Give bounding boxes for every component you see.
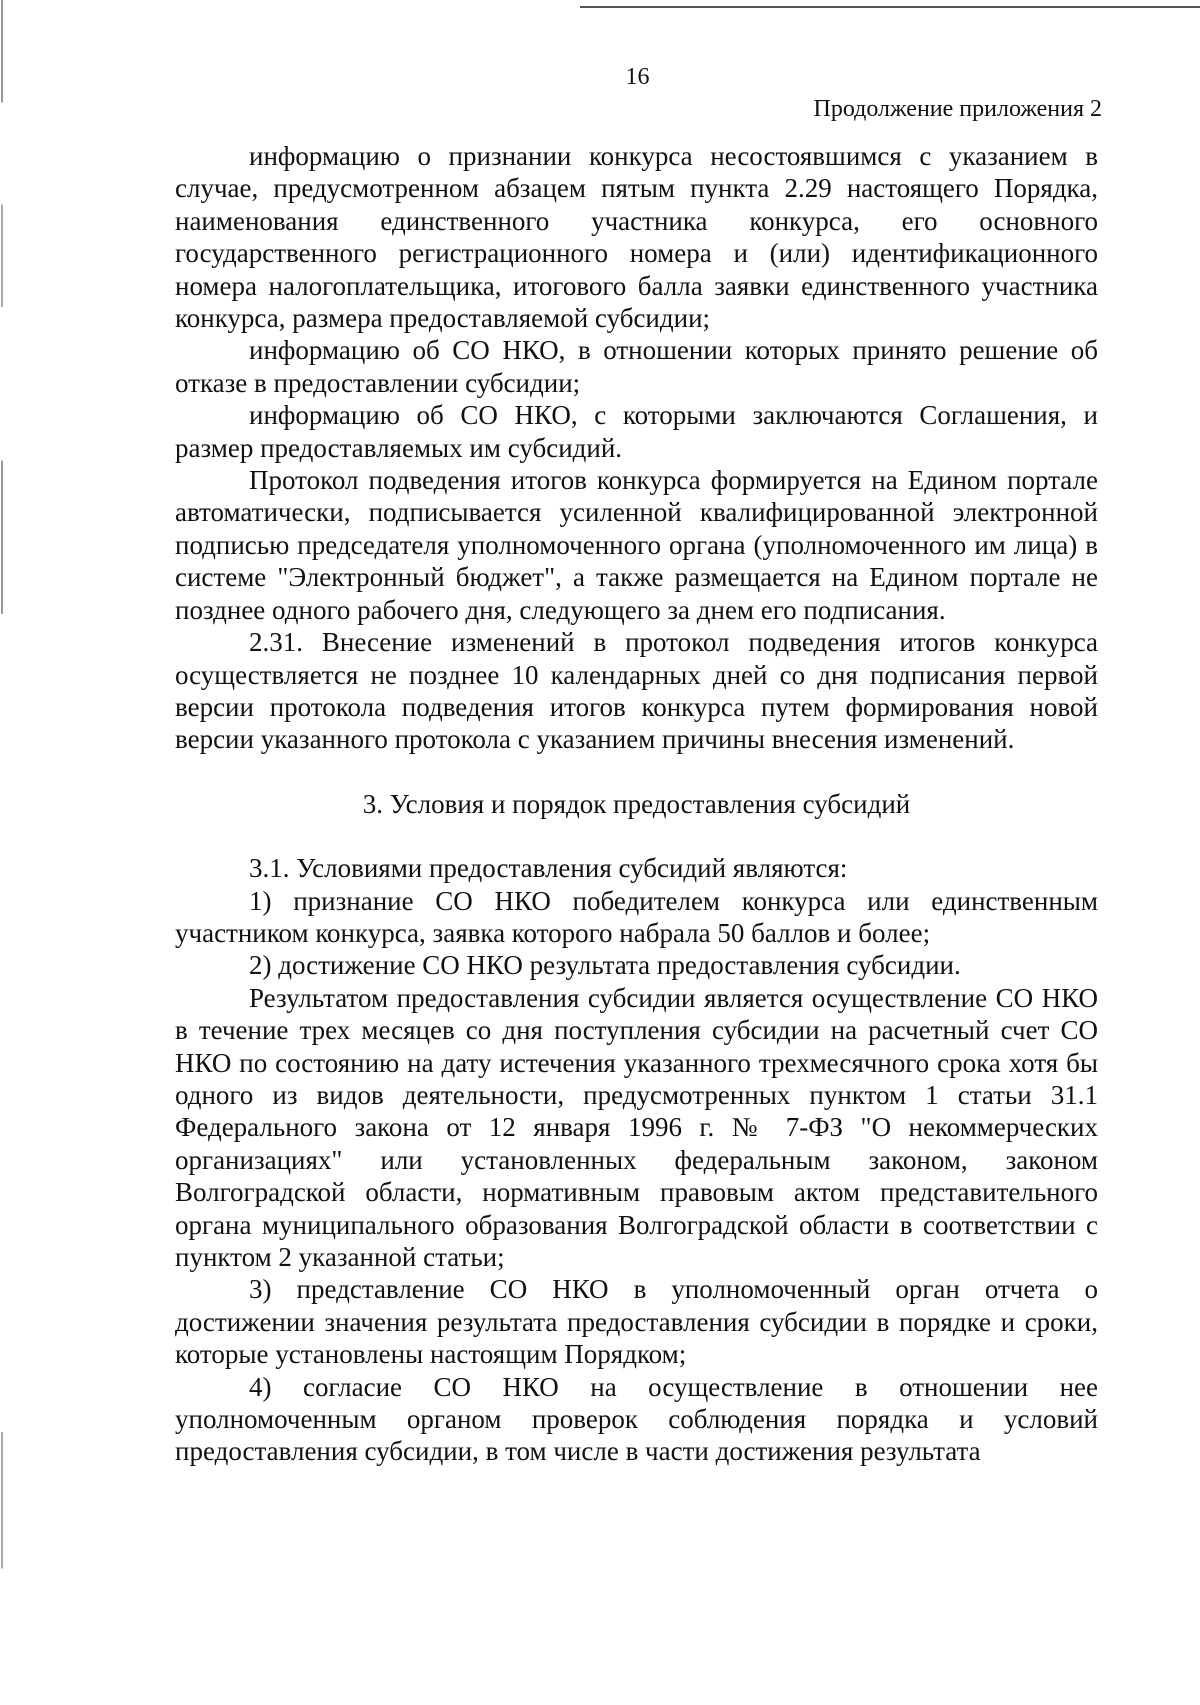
paragraph-condition-2: 2) достижение СО НКО результата предоставления субсидии. — [249, 950, 961, 981]
section-title: 3. Условия и порядок предоставления субсидий — [362, 788, 911, 819]
document-body — [175, 140, 1098, 1468]
scan-edge-left — [1, 0, 3, 1705]
paragraph-protocol-formation: Протокол подведения итогов конкурса формируется на Едином портале автоматически, подписывается усиленной квалифицированной электронной подписью председателя уполномоченного органа (уполномоченного им лица) в системе "Электронный бюджет", а также размещается на Едином портале не позднее одного рабочего дня, следующего за днем его подписания. — [175, 465, 1098, 625]
paragraph-agreements-info: информацию об СО НКО, с которыми заключаются Соглашения, и размер предоставляемых им субсидий. — [175, 400, 1098, 463]
page-number: 16 — [625, 64, 650, 90]
appendix-continuation-label: Продолжение приложения 2 — [813, 96, 1102, 122]
paragraph-3-1: 3.1. Условиями предоставления субсидий являются: — [249, 853, 848, 884]
scan-edge-top — [580, 6, 1200, 8]
paragraph-refusal-info: информацию об СО НКО, в отношении которых принято решение об отказе в предоставлении субсидии; — [175, 335, 1098, 398]
paragraph-condition-3: 3) представление СО НКО в уполномоченный орган отчета о достижении значения результата предоставления субсидии в порядке и сроки, которые установлены настоящим Порядком; — [175, 1274, 1098, 1370]
paragraph-result-definition: Результатом предоставления субсидии является осуществление СО НКО в течение трех месяцев со дня поступления субсидии на расчетный счет СО НКО по состоянию на дату истечения указанного трехмесячного срока хотя бы одного из видов деятельности, предусмотренных пунктом 1 статьи 31.1 Федерального закона от 12 января 1996 г. № 7-ФЗ "О некоммерческих организациях" или установленных федеральным законом, законом Волгоградской области, нормативным правовым актом представительного органа муниципального образования Волгоградской области в соответствии с пунктом 2 указанной статьи; — [175, 982, 1098, 1272]
paragraph-condition-1: 1) признание СО НКО победителем конкурса или единственным участником конкурса, заявка которого набрала 50 баллов и более; — [175, 885, 1098, 948]
paragraph-condition-4: 4) согласие СО НКО на осуществление в отношении нее уполномоченным органом проверок соблюдения порядка и условий предоставления субсидии, в том числе в части достижения результата — [175, 1371, 1098, 1467]
paragraph-2-31: 2.31. Внесение изменений в протокол подведения итогов конкурса осуществляется не позднее 10 календарных дней со дня подписания первой версии протокола подведения итогов конкурса путем формирования новой версии указанного протокола с указанием причины внесения изменений. — [175, 627, 1098, 755]
paragraph-failed-contest-info: информацию о признании конкурса несостоявшимся с указанием в случае, предусмотренном абзацем пятым пункта 2.29 настоящего Порядка, наименования единственного участника конкурса, его основного государственного регистрационного номера и (или) идентификационного номера налогоплательщика, итогового балла заявки единственного участника конкурса, размера предоставляемой субсидии; — [175, 141, 1098, 334]
